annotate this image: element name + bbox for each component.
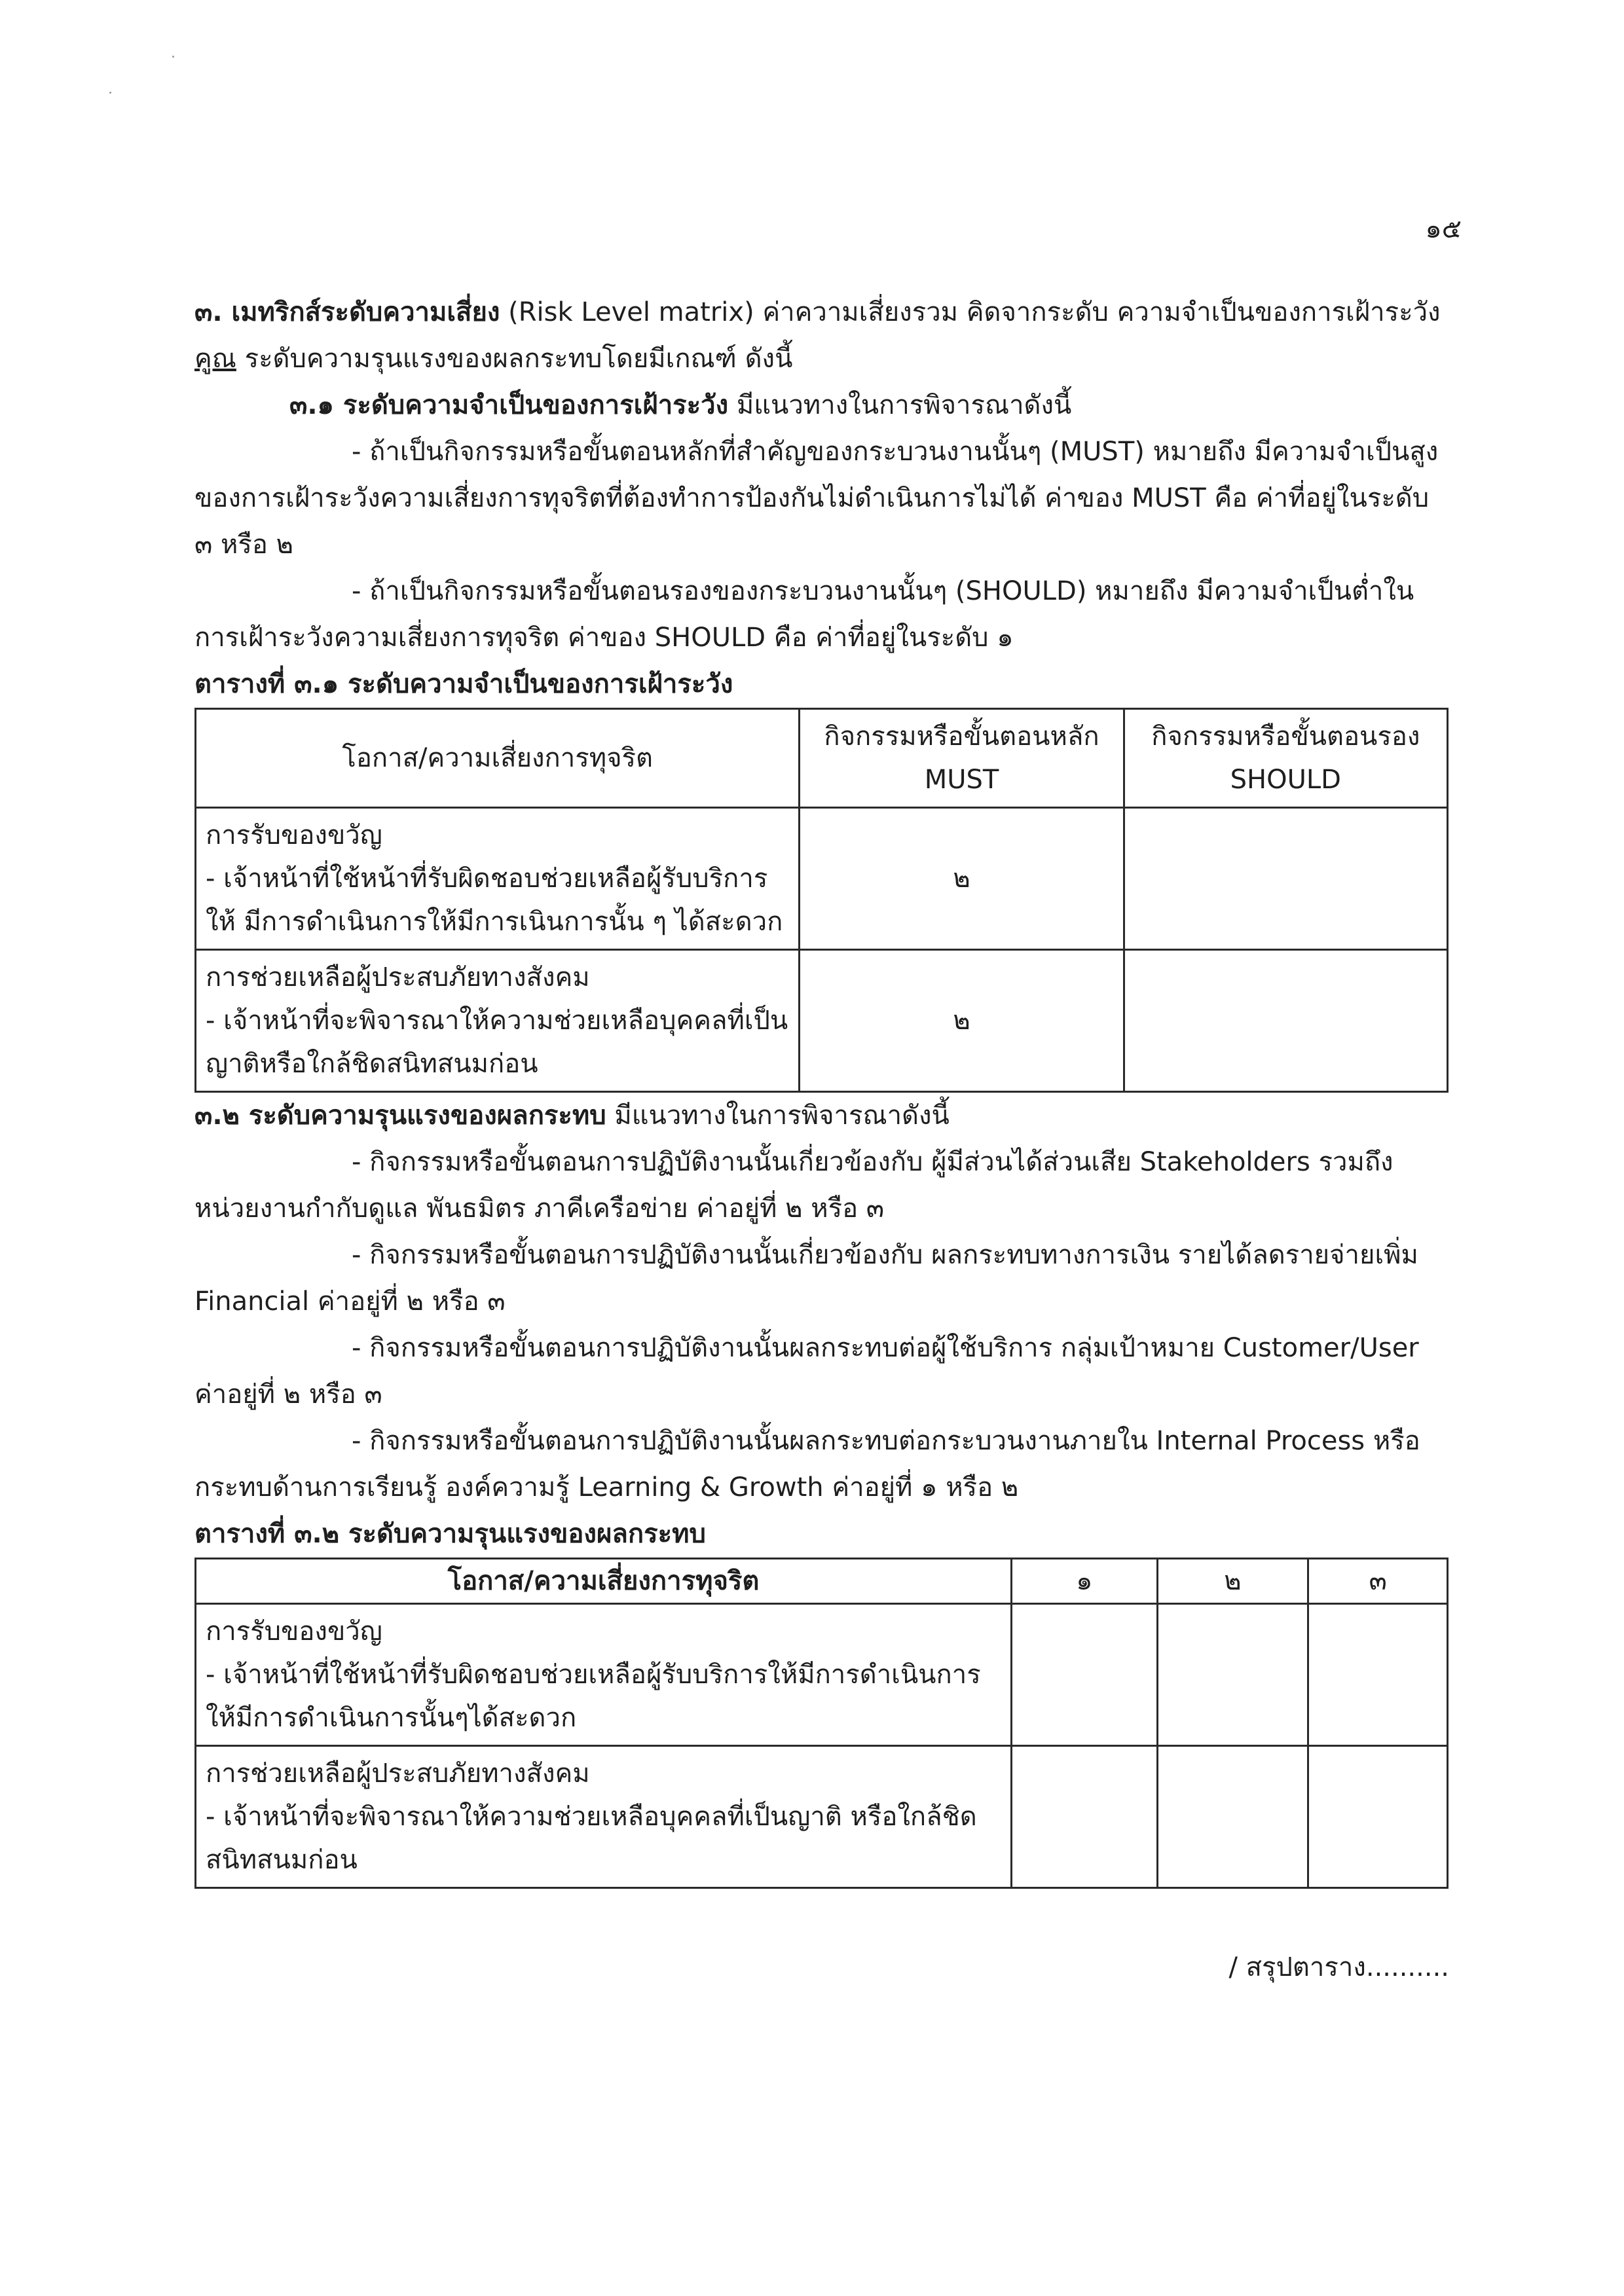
should-value — [1124, 950, 1447, 1092]
sub31-item-should: - ถ้าเป็นกิจกรรมหรือขั้นตอนรองของกระบวนงานนั้นๆ (SHOULD) หมายถึง มีความจำเป็นต่ำในการเฝ้าระวังความเสี่ยงการทุจริต ค่าของ SHOULD คือ ค่าที่อยู่ในระดับ ๑ — [194, 576, 1414, 653]
risk-title: การช่วยเหลือผู้ประสบภัยทางสังคม — [206, 1758, 590, 1789]
sub31-heading-title: ๓.๑ ระดับความจำเป็นของการเฝ้าระวัง — [289, 390, 729, 420]
sub32-heading-title: ๓.๒ ระดับความรุนแรงของผลกระทบ — [194, 1101, 606, 1131]
scan-speck — [172, 56, 174, 58]
header-risk: โอกาส/ความเสี่ยงการทุจริต — [196, 1559, 1012, 1604]
header-must-label: กิจกรรมหรือขั้นตอนหลัก — [824, 721, 1099, 752]
header-must-code: MUST — [924, 765, 999, 795]
sub31-heading — [194, 382, 1449, 429]
document-body — [194, 289, 1449, 1889]
header-level-1: ๑ — [1011, 1559, 1157, 1604]
section3-heading-text: (Risk Level matrix) ค่าความเสี่ยงรวม คิดจากระดับ ความจำเป็นของการเฝ้าระวัง — [500, 297, 1441, 327]
section3-line2-text: ระดับความรุนแรงของผลกระทบโดยมีเกณฑ์ ดังนี้ — [236, 344, 793, 374]
risk-cell — [196, 1746, 1012, 1888]
table-row — [196, 1746, 1448, 1888]
risk-title: การรับของขวัญ — [206, 1616, 382, 1647]
section3-line2 — [194, 336, 1449, 382]
table-row — [196, 808, 1448, 950]
sub32-item-customer: - กิจกรรมหรือขั้นตอนการปฏิบัติงานนั้นผลกระทบต่อผู้ใช้บริการ กลุ่มเป้าหมาย Customer/User ค่าอยู่ที่ ๒ หรือ ๓ — [194, 1333, 1419, 1410]
table-row — [196, 1604, 1448, 1746]
table31-caption: ตารางที่ ๓.๑ ระดับความจำเป็นของการเฝ้าระวัง — [194, 669, 733, 699]
risk-cell — [196, 808, 800, 950]
risk-detail: - เจ้าหน้าที่จะพิจารณาให้ความช่วยเหลือบุคคลที่เป็นญาติ หรือใกล้ชิดสนิทสนมก่อน — [206, 1802, 977, 1875]
table-3-1 — [194, 708, 1449, 1093]
section3-heading — [194, 289, 1449, 336]
header-level-3: ๓ — [1308, 1559, 1448, 1604]
scan-speck — [109, 92, 111, 94]
sub32-item-internal: - กิจกรรมหรือขั้นตอนการปฏิบัติงานนั้นผลกระทบต่อกระบวนงานภายใน Internal Process หรือกระทบด้านการเรียนรู้ องค์ความรู้ Learning & Growth ค่าอยู่ที่ ๑ หรือ ๒ — [194, 1426, 1420, 1503]
level-1-cell — [1011, 1604, 1157, 1746]
continuation-note: / สรุปตาราง.......... — [1228, 1952, 1449, 1982]
header-level-2: ๒ — [1157, 1559, 1308, 1604]
level-2-cell — [1157, 1746, 1308, 1888]
risk-title: การช่วยเหลือผู้ประสบภัยทางสังคม — [206, 962, 590, 993]
table-header-row — [196, 1559, 1448, 1604]
multiply-word: คูณ — [194, 344, 236, 374]
header-risk: โอกาส/ความเสี่ยงการทุจริต — [196, 709, 800, 808]
risk-detail: - เจ้าหน้าที่ใช้หน้าที่รับผิดชอบช่วยเหลือผู้รับบริการให้ มีการดำเนินการให้มีการเนินการนั้น ๆ ได้สะดวก — [206, 864, 783, 937]
header-should — [1124, 709, 1447, 808]
should-value — [1124, 808, 1447, 950]
must-value: ๒ — [800, 950, 1124, 1092]
header-should-code: SHOULD — [1230, 765, 1341, 795]
sub32-heading — [194, 1093, 1449, 1139]
must-value: ๒ — [800, 808, 1124, 950]
page-number: ๑๕ — [1425, 214, 1462, 244]
header-should-label: กิจกรรมหรือขั้นตอนรอง — [1151, 721, 1420, 752]
sub31-item-must: - ถ้าเป็นกิจกรรมหรือขั้นตอนหลักที่สำคัญของกระบวนงานนั้นๆ (MUST) หมายถึง มีความจำเป็นสูงของการเฝ้าระวังความเสี่ยงการทุจริตที่ต้องทำการป้องกันไม่ดำเนินการไม่ได้ ค่าของ MUST คือ ค่าที่อยู่ในระดับ ๓ หรือ ๒ — [194, 437, 1439, 560]
level-1-cell — [1011, 1746, 1157, 1888]
table-3-2 — [194, 1558, 1449, 1889]
section3-heading-title: ๓. เมทริกส์ระดับความเสี่ยง — [194, 297, 500, 327]
level-3-cell — [1308, 1746, 1448, 1888]
sub31-heading-text: มีแนวทางในการพิจารณาดังนี้ — [728, 390, 1072, 420]
risk-detail: - เจ้าหน้าที่จะพิจารณาให้ความช่วยเหลือบุคคลที่เป็นญาติหรือใกล้ชิดสนิทสนมก่อน — [206, 1006, 788, 1079]
risk-detail: - เจ้าหน้าที่ใช้หน้าที่รับผิดชอบช่วยเหลือผู้รับบริการให้มีการดำเนินการให้มีการดำเนินการนั้นๆได้สะดวก — [206, 1660, 981, 1733]
table32-caption: ตารางที่ ๓.๒ ระดับความรุนแรงของผลกระทบ — [194, 1519, 706, 1549]
level-2-cell — [1157, 1604, 1308, 1746]
level-3-cell — [1308, 1604, 1448, 1746]
sub32-heading-text: มีแนวทางในการพิจารณาดังนี้ — [606, 1101, 950, 1131]
risk-cell — [196, 950, 800, 1092]
sub32-item-financial: - กิจกรรมหรือขั้นตอนการปฏิบัติงานนั้นเกี่ยวข้องกับ ผลกระทบทางการเงิน รายได้ลดรายจ่ายเพิ่ม Financial ค่าอยู่ที่ ๒ หรือ ๓ — [194, 1240, 1418, 1317]
table-row — [196, 950, 1448, 1092]
sub32-item-stakeholders: - กิจกรรมหรือขั้นตอนการปฏิบัติงานนั้นเกี่ยวข้องกับ ผู้มีส่วนได้ส่วนเสีย Stakeholders รวมถึงหน่วยงานกำกับดูแล พันธมิตร ภาคีเครือข่าย ค่าอยู่ที่ ๒ หรือ ๓ — [194, 1147, 1393, 1224]
risk-cell — [196, 1604, 1012, 1746]
table-header-row — [196, 709, 1448, 808]
header-must — [800, 709, 1124, 808]
risk-title: การรับของขวัญ — [206, 820, 382, 850]
